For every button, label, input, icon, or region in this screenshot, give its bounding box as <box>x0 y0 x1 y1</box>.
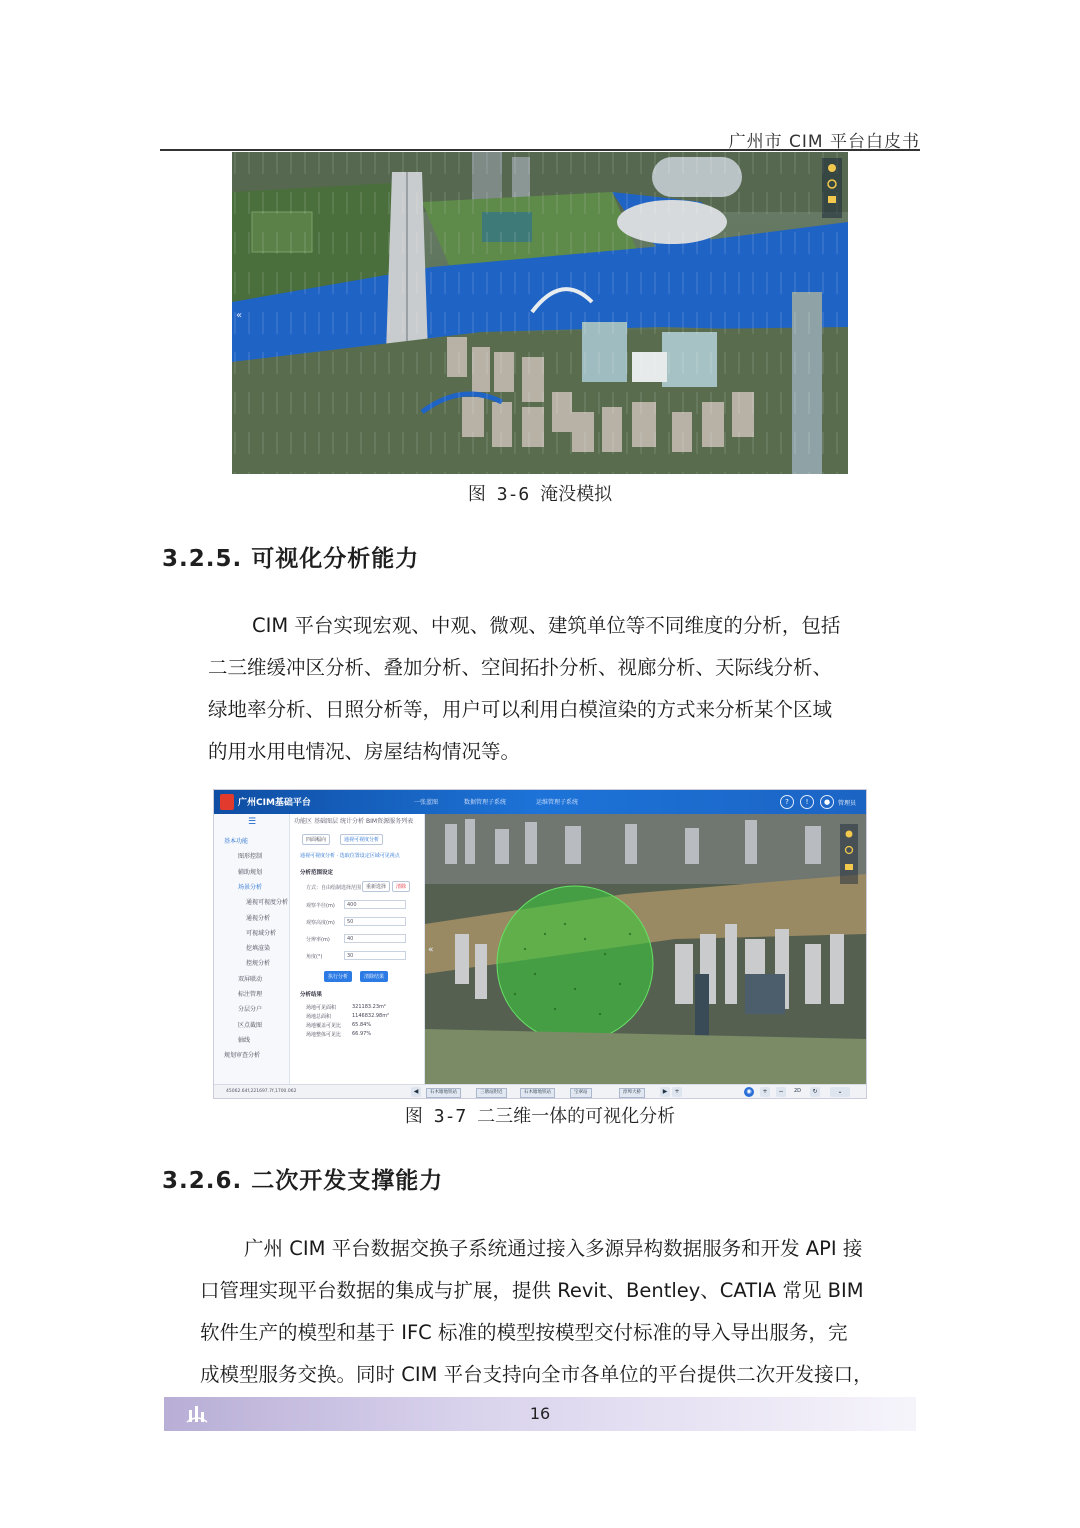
field-input[interactable]: 50 <box>344 917 406 926</box>
avatar[interactable]: ● <box>820 795 834 809</box>
paragraph-visual-analysis <box>208 605 914 773</box>
compass-icon[interactable]: ◉ <box>744 1087 754 1097</box>
figure2-caption: 图 3-7 二三维一体的可视化分析 <box>404 1106 676 1127</box>
paragraph-line: 成模型服务交换。同时 CIM 平台支持向全市各单位的平台提供二次开发接口， <box>200 1363 873 1386</box>
view-mode-toggle[interactable]: 2D <box>794 1088 802 1094</box>
prev-arrow-icon[interactable]: ◀ <box>411 1087 421 1097</box>
sidebar-item[interactable]: 图形控制 <box>238 853 263 861</box>
tab-bim-services[interactable]: BIM资源服务列表 <box>366 818 414 825</box>
field-label: 分辨率(m) <box>306 937 330 943</box>
bookmark-button[interactable]: 三塘站附近 <box>476 1088 507 1098</box>
top-nav-data-management[interactable]: 数据管理子系统 <box>464 799 507 806</box>
result-label: 场地可见面积 <box>306 1005 337 1011</box>
header-rule <box>160 149 920 151</box>
section-heading-secondary-dev: 3.2.6. 二次开发支撑能力 <box>162 1168 444 1194</box>
app-logo-icon <box>220 794 234 810</box>
app-top-bar <box>214 790 866 814</box>
field-label: 角度(°) <box>306 954 323 960</box>
sidebar-item[interactable]: 区点截图 <box>238 1021 263 1029</box>
result-value: 65.84% <box>352 1022 372 1028</box>
sidebar-item[interactable]: 基本功能 <box>224 838 249 845</box>
result-value: 66.97% <box>352 1031 372 1037</box>
sidebar-item[interactable]: 场景分析 <box>238 883 263 891</box>
paragraph-line: 二三维缓冲区分析、叠加分析、空间拓扑分析、视廊分析、天际线分析、 <box>208 656 833 679</box>
field-input[interactable]: 40 <box>344 934 406 943</box>
mode-button-visibility[interactable]: 通视可视度分析 <box>340 834 383 845</box>
result-label: 场地整体可见比 <box>306 1032 342 1038</box>
paragraph-secondary-dev <box>200 1228 920 1396</box>
sidebar-item[interactable]: 标注管理 <box>238 991 263 998</box>
paragraph-line: 绿地率分析、日照分析等，用户可以利用白模渲染的方式来分析某个区域 <box>208 698 833 721</box>
notification-icon[interactable]: ! <box>800 795 814 809</box>
field-input[interactable]: 400 <box>344 900 406 909</box>
top-nav-operations[interactable]: 运维管理子系统 <box>536 799 579 806</box>
sidebar-item[interactable]: 通视可视度分析 <box>246 899 289 907</box>
field-label: 观察高度(m) <box>306 920 335 926</box>
reselect-button[interactable]: 重新选择 <box>362 881 390 892</box>
svg-text:«: « <box>236 310 243 321</box>
zoom-in-icon[interactable]: + <box>760 1087 770 1097</box>
sidebar-item[interactable]: 分层分户 <box>238 1006 263 1014</box>
field-label: 观察半径(m) <box>306 903 335 909</box>
sidebar-item[interactable]: 通视分析 <box>246 914 271 922</box>
bookmark-button[interactable]: 宝翠站 <box>570 1088 592 1098</box>
result-label: 场地覆盖可见比 <box>306 1023 342 1029</box>
zoom-out-icon[interactable]: − <box>776 1087 786 1097</box>
user-name[interactable]: 管理员 <box>837 800 856 807</box>
tab-statistics[interactable]: 统计分析 <box>340 818 365 825</box>
coordinate-readout: 45062.64f,221697.7f,1700.062 <box>226 1089 297 1094</box>
params-section-title: 分析范围设定 <box>300 870 334 876</box>
sidebar-item[interactable]: 可视域分析 <box>246 929 277 937</box>
sidebar-item[interactable]: 控规分析 <box>246 960 271 968</box>
menu-toggle-icon[interactable]: ☰ <box>248 817 257 827</box>
sidebar-item[interactable]: 辅助规划 <box>238 868 263 876</box>
sidebar-item[interactable]: 挖填渲染 <box>246 945 271 953</box>
app-title: 广州CIM基础平台 <box>238 798 311 808</box>
clear-button[interactable]: 清除 <box>392 881 410 892</box>
paragraph-line: 口管理实现平台数据的集成与扩展，提供 Revit、Bentley、CATIA 常见 BIM <box>200 1279 864 1302</box>
result-label: 场地总面积 <box>306 1014 332 1020</box>
top-nav-blueprint[interactable]: 一张蓝图 <box>414 799 439 806</box>
mode-button-four-sides[interactable]: 四面幅向 <box>302 834 330 845</box>
tab-functions[interactable]: 功能区 <box>294 818 313 825</box>
bookmark-button[interactable]: 石木塘地铁站 <box>426 1088 461 1098</box>
sidebar-item[interactable]: 轴线 <box>238 1036 251 1044</box>
more-dropdown-icon[interactable]: ⌄ <box>830 1087 850 1097</box>
paragraph-line: 软件生产的模型和基于 IFC 标准的模型按模型交付标准的导入导出服务，完 <box>200 1321 848 1344</box>
flood-simulation-image <box>232 152 848 474</box>
results-section-title: 分析结果 <box>300 992 323 998</box>
bookmark-button[interactable]: 淳埠大桥 <box>619 1088 645 1098</box>
refresh-icon[interactable]: ↻ <box>810 1087 820 1097</box>
next-arrow-icon[interactable]: ▶ <box>660 1087 670 1097</box>
page-number: 16 <box>529 1404 551 1423</box>
draw-mode-label: 方式：自由绘制选择范围 <box>306 885 362 891</box>
map-bottom-bar <box>214 1084 866 1099</box>
add-icon[interactable]: + <box>672 1087 682 1097</box>
tab-base-layers[interactable]: 基础图层 <box>314 818 339 825</box>
figure1-caption: 图 3-6 淹没模拟 <box>467 484 613 505</box>
help-icon[interactable]: ? <box>780 795 794 809</box>
result-value: 1146832.98m² <box>352 1013 390 1019</box>
result-value: 321183.23m² <box>352 1004 386 1010</box>
running-header: 广州市 CIM 平台白皮书 <box>728 132 920 152</box>
bookmark-button[interactable]: 石木塘地铁站 <box>520 1088 555 1098</box>
paragraph-line: 的用水用电情况、房屋结构情况等。 <box>208 740 521 763</box>
clear-results-button[interactable]: 清除结果 <box>360 971 388 982</box>
page-footer <box>164 1397 916 1431</box>
sidebar <box>214 814 290 1084</box>
svg-text:«: « <box>428 945 434 955</box>
analysis-panel <box>290 814 425 1084</box>
paragraph-line: CIM 平台实现宏观、中观、微观、建筑单位等不同维度的分析，包括 <box>252 614 841 637</box>
run-analysis-button[interactable]: 执行分析 <box>324 971 352 982</box>
cim-platform-screenshot <box>213 789 867 1099</box>
sidebar-item[interactable]: 双屏联动 <box>238 975 263 983</box>
panel-hint: 通视可视度分析 · 选取位置设定区域可见视点 <box>300 853 400 859</box>
3d-map-view[interactable] <box>425 814 866 1084</box>
sidebar-item[interactable]: 规划审查分析 <box>224 1052 261 1060</box>
section-heading-visual-analysis: 3.2.5. 可视化分析能力 <box>162 546 420 572</box>
paragraph-line: 广州 CIM 平台数据交换子系统通过接入多源异构数据服务和开发 API 接 <box>244 1237 863 1260</box>
field-input[interactable]: 30 <box>344 951 406 960</box>
